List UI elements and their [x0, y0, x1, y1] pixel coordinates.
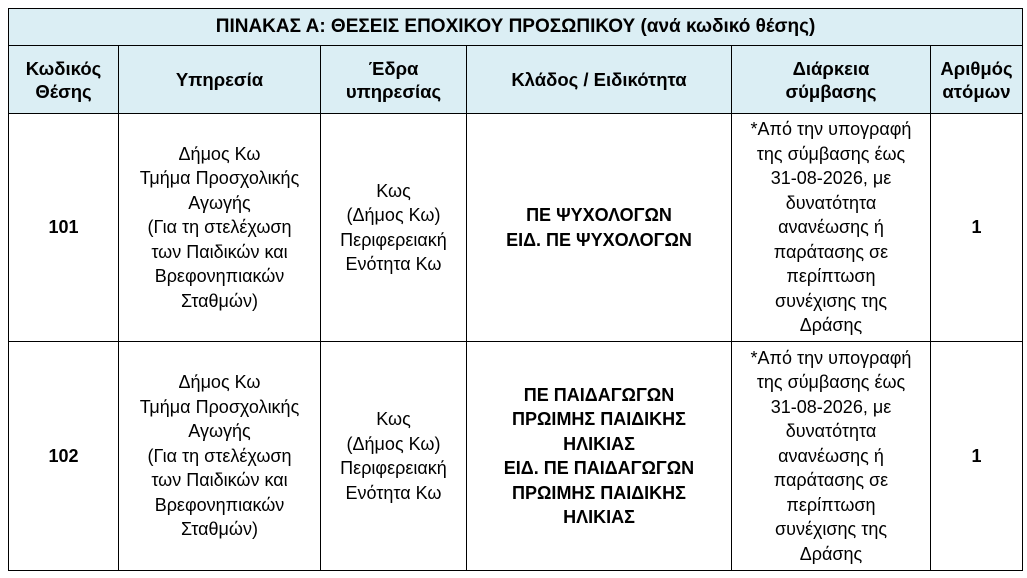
specialty-line: ΠΕ ΠΑΙΔΑΓΩΓΩΝ: [523, 384, 675, 405]
specialty-line: ΗΛΙΚΙΑΣ: [563, 507, 635, 527]
duration-line: της σύμβασης έως: [756, 143, 906, 164]
specialty-line: ΕΙΔ. ΠΕ ΨΥΧΟΛΟΓΩΝ: [506, 229, 692, 250]
service-line: των Παιδικών και: [151, 241, 288, 262]
duration-line: συνέχισης της: [774, 519, 888, 540]
service-cell: [119, 114, 321, 342]
service-line: (Για τη στελέχωση: [147, 445, 292, 466]
table-title: ΠΙΝΑΚΑΣ Α: ΘΕΣΕΙΣ ΕΠΟΧΙΚΟΥ ΠΡΟΣΩΠΙΚΟΥ (ανά κωδικό θέσης): [9, 9, 1023, 46]
header-duration-line-2: σύμβασης: [785, 80, 877, 102]
service-line: Σταθμών): [181, 519, 258, 540]
seat-cell: [321, 114, 467, 342]
table-header-row: [9, 46, 1023, 114]
duration-line: της σύμβασης έως: [756, 372, 906, 393]
duration-line: ανανέωσης ή: [778, 217, 884, 238]
seat-line: Περιφερειακή: [340, 229, 447, 250]
duration-line: παράτασης σε: [773, 470, 889, 491]
service-line: Τμήμα Προσχολικής: [139, 396, 300, 417]
duration-line: 31-08-2026, με: [770, 168, 892, 189]
service-line: Βρεφονηπιακών: [154, 494, 285, 515]
duration-cell: [732, 342, 931, 571]
duration-line: περίπτωση: [786, 266, 876, 287]
seat-cell: [321, 342, 467, 571]
header-code-line-2: Θέσης: [35, 80, 92, 102]
header-duration: [732, 46, 931, 114]
header-code: [9, 46, 119, 114]
duration-line: παράτασης σε: [773, 241, 889, 262]
header-specialty-line-1: Κλάδος / Ειδικότητα: [511, 69, 687, 90]
positions-table: [8, 8, 1023, 571]
position-code: 102: [9, 342, 119, 571]
table-row: [9, 114, 1023, 342]
header-specialty: [467, 46, 732, 114]
persons-count: 1: [931, 114, 1023, 342]
header-count: [931, 46, 1023, 114]
specialty-line: ΠΡΩΙΜΗΣ ΠΑΙΔΙΚΗΣ: [512, 482, 686, 503]
header-service: [119, 46, 321, 114]
persons-count: 1: [931, 342, 1023, 571]
specialty-line: ΕΙΔ. ΠΕ ΠΑΙΔΑΓΩΓΩΝ: [503, 458, 695, 478]
header-seat-line-2: υπηρεσίας: [345, 80, 442, 102]
service-line: Δήμος Κω: [178, 143, 261, 164]
table-row: [9, 342, 1023, 571]
specialty-line: ΗΛΙΚΙΑΣ: [563, 433, 635, 454]
service-line: Δήμος Κω: [178, 372, 261, 393]
duration-line: Δράσης: [799, 543, 863, 564]
table-title-row: [9, 9, 1023, 46]
service-cell: [119, 342, 321, 571]
duration-line: ανανέωσης ή: [778, 445, 884, 466]
duration-line: *Από την υπογραφή: [750, 347, 912, 368]
seat-line: Περιφερειακή: [340, 458, 447, 478]
header-code-line-1: Κωδικός: [25, 57, 102, 79]
specialty-cell: [467, 114, 732, 342]
seat-line: (Δήμος Κω): [346, 433, 441, 454]
service-line: (Για τη στελέχωση: [147, 217, 292, 238]
specialty-cell: [467, 342, 732, 571]
duration-line: Δράσης: [799, 315, 863, 336]
header-seat: [321, 46, 467, 114]
service-line: Σταθμών): [181, 290, 258, 311]
header-count-line-2: ατόμων: [942, 80, 1011, 102]
seat-line: Ενότητα Κω: [345, 482, 442, 503]
seat-line: Κως: [376, 409, 411, 429]
specialty-line: ΠΡΩΙΜΗΣ ΠΑΙΔΙΚΗΣ: [512, 409, 686, 429]
header-count-line-1: Αριθμός: [940, 57, 1013, 79]
position-code: 101: [9, 114, 119, 342]
header-service-line-1: Υπηρεσία: [175, 69, 264, 90]
seat-line: Ενότητα Κω: [345, 254, 442, 274]
service-line: Αγωγής: [188, 421, 251, 442]
duration-line: *Από την υπογραφή: [750, 119, 912, 140]
seat-line: (Δήμος Κω): [346, 205, 441, 225]
duration-line: περίπτωση: [786, 494, 876, 515]
duration-line: 31-08-2026, με: [770, 396, 892, 417]
header-seat-line-1: Έδρα: [368, 57, 419, 79]
header-duration-line-1: Διάρκεια: [792, 57, 870, 79]
service-line: Βρεφονηπιακών: [154, 266, 285, 287]
service-line: Τμήμα Προσχολικής: [139, 168, 300, 189]
service-line: των Παιδικών και: [151, 470, 288, 491]
duration-cell: [732, 114, 931, 342]
duration-line: δυνατότητα: [785, 421, 877, 442]
specialty-line: ΠΕ ΨΥΧΟΛΟΓΩΝ: [526, 205, 672, 225]
duration-line: δυνατότητα: [785, 192, 877, 213]
seat-line: Κως: [376, 180, 411, 201]
service-line: Αγωγής: [188, 192, 251, 213]
duration-line: συνέχισης της: [774, 290, 888, 311]
